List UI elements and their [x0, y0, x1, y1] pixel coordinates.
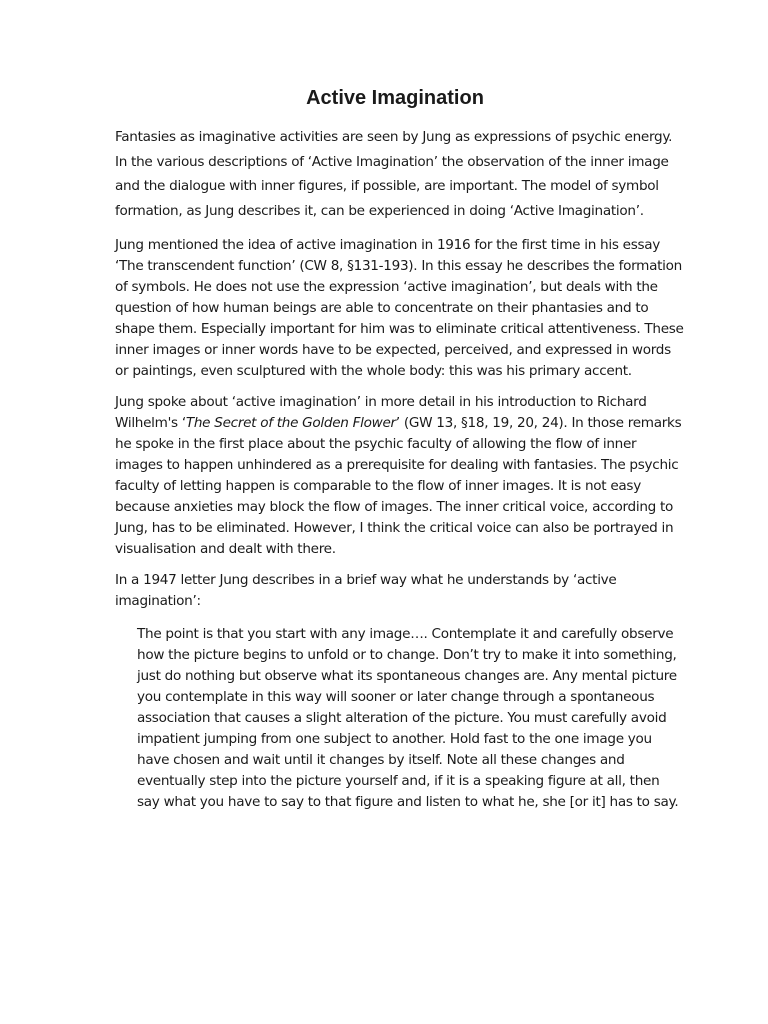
- paragraph-golden-flower-text-start: Jung spoke about ‘active imagination’ in more detail in his introduction to Richard Wilhelm's ‘: [115, 394, 647, 431]
- book-title: The Secret of the Golden Flower: [185, 415, 396, 431]
- paragraph-golden-flower: [115, 392, 685, 560]
- paragraph-1947-letter: In a 1947 letter Jung describes in a brief way what he understands by ‘active imagination’:: [115, 572, 617, 609]
- paragraph-intro: Fantasies as imaginative activities are seen by Jung as expressions of psychic energy. In the various descriptions of ‘Active Imagination’ the observation of the inner image and the dialogue with inner figures, if possible, are important. The model of symbol formation, as Jung describes it, can be experienced in doing ‘Active Imagination’.: [115, 129, 673, 219]
- page-title: Active Imagination: [306, 87, 484, 109]
- paragraph-1916-essay: Jung mentioned the idea of active imagination in 1916 for the first time in his essay ‘The transcendent function’ (CW 8, §131-193). In this essay he describes the formation of symbols. He does not use the expression ‘active imagination’, but deals with the question of how human beings are able to concentrate on their phantasies and to shape them. Especially important for him was to eliminate critical attentiveness. These inner images or inner words have to be expected, perceived, and expressed in words or paintings, even sculptured with the whole body: this was his primary accent.: [115, 237, 684, 379]
- document-body: [115, 125, 685, 813]
- letter-quote: The point is that you start with any image…. Contemplate it and carefully observe how the picture begins to unfold or to change. Don’t try to make it into something, just do nothing but observe what its spontaneous changes are. Any mental picture you contemplate in this way will sooner or later change through a spontaneous association that causes a slight alteration of the picture. You must carefully avoid impatient jumping from one subject to another. Hold fast to the one image you have chosen and wait until it changes by itself. Note all these changes and eventually step into the picture yourself and, if it is a speaking figure at all, then say what you have to say to that figure and listen to what he, she [or it] has to say.: [137, 626, 679, 810]
- paragraph-golden-flower-text-end: ’ (GW 13, §18, 19, 20, 24). In those remarks he spoke in the first place about the psychic faculty of allowing the flow of inner images to happen unhindered as a prerequisite for dealing with fantasies. The psychic faculty of letting happen is comparable to the flow of inner images. It is not easy because anxieties may block the flow of images. The inner critical voice, according to Jung, has to be eliminated. However, I think the critical voice can also be portrayed in visualisation and dealt with there.: [115, 415, 682, 557]
